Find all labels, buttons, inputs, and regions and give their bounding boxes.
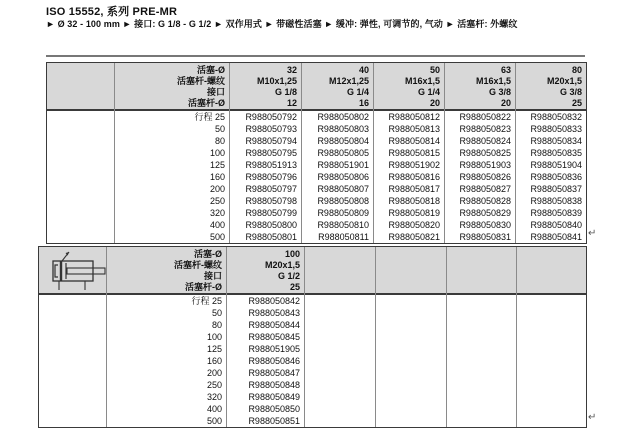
part-number: R988050848	[248, 380, 300, 390]
part-number: R988050793	[245, 124, 297, 134]
empty-column	[446, 247, 516, 427]
body-cell	[376, 295, 446, 427]
part-number: R988050849	[248, 392, 300, 402]
stroke-label: 400	[206, 404, 222, 414]
body-cell	[447, 295, 516, 427]
part-number: R988050836	[530, 172, 582, 182]
part-number: R988050833	[530, 124, 582, 134]
part-number: R988050813	[388, 124, 440, 134]
header-cell	[227, 247, 304, 295]
part-number: R988050820	[388, 220, 440, 230]
spec-value: 80	[571, 65, 582, 75]
stroke-label: 320	[209, 208, 225, 218]
header-cell	[516, 63, 586, 111]
part-number: R988050798	[245, 196, 297, 206]
part-number: R988050835	[530, 148, 582, 158]
spec-value: 100	[284, 249, 300, 259]
part-number: R988050797	[245, 184, 297, 194]
data-column	[444, 63, 515, 243]
body-cell	[107, 295, 226, 427]
spec-value: 16	[358, 98, 369, 108]
spec-value: G 3/8	[488, 87, 511, 97]
part-number: R988050846	[248, 356, 300, 366]
part-number: R988050838	[530, 196, 582, 206]
part-number: R988050807	[317, 184, 369, 194]
part-number: R988050834	[530, 136, 582, 146]
body-cell	[374, 111, 444, 243]
part-number: R988050840	[530, 220, 582, 230]
spec-value: G 3/8	[559, 87, 582, 97]
part-number: R988050847	[248, 368, 300, 378]
stroke-column	[114, 63, 229, 243]
spec-value: G 1/8	[274, 87, 297, 97]
spec-value: 25	[571, 98, 582, 108]
part-number: R988050809	[317, 208, 369, 218]
spec-value: G 1/4	[346, 87, 369, 97]
return-mark: ↵	[588, 412, 597, 423]
part-number: R988051903	[459, 160, 511, 170]
part-number: R988050804	[317, 136, 369, 146]
part-number: R988050821	[388, 232, 440, 242]
spec-value: G 1/2	[277, 271, 300, 281]
stroke-label: 125	[206, 344, 222, 354]
part-number: R988050799	[245, 208, 297, 218]
body-cell	[39, 295, 106, 427]
part-number: R988050816	[388, 172, 440, 182]
part-number: R988050851	[248, 416, 300, 426]
part-number: R988050795	[245, 148, 297, 158]
spec-value: M10x1,25	[256, 76, 297, 86]
stroke-label: 125	[209, 160, 225, 170]
header-cell	[107, 247, 226, 295]
cylinder-schematic-icon	[43, 249, 109, 295]
stroke-label: 50	[214, 124, 225, 134]
horizontal-rule	[46, 55, 585, 57]
part-number: R988050842	[248, 296, 300, 306]
stroke-label: 100	[209, 148, 225, 158]
header-cell	[305, 247, 375, 295]
part-number: R988051902	[388, 160, 440, 170]
spec-label: 活塞杆-Ø	[185, 282, 222, 292]
part-number: R988050811	[318, 232, 369, 242]
spec-table-bore-32-80	[46, 62, 587, 244]
part-number: R988050803	[317, 124, 369, 134]
body-cell	[230, 111, 301, 243]
part-number: R988050829	[459, 208, 511, 218]
spec-label: 活塞杆-Ø	[188, 98, 225, 108]
part-number: R988050831	[459, 232, 511, 242]
stroke-label: 100	[206, 332, 222, 342]
stroke-label: 160	[209, 172, 225, 182]
stroke-label: 400	[209, 220, 225, 230]
spec-value: 63	[500, 65, 511, 75]
part-number: R988050808	[317, 196, 369, 206]
part-number: R988050824	[459, 136, 511, 146]
spec-label: 活塞-Ø	[197, 65, 225, 75]
stroke-label: 160	[206, 356, 222, 366]
body-cell	[115, 111, 229, 243]
part-number: R988050828	[459, 196, 511, 206]
spec-value: 50	[429, 65, 440, 75]
body-cell	[305, 295, 375, 427]
part-number: R988050832	[530, 112, 582, 122]
part-number: R988050815	[388, 148, 440, 158]
part-number: R988050812	[388, 112, 440, 122]
part-number: R988050796	[245, 172, 297, 182]
stroke-label: 50	[211, 308, 222, 318]
part-number: R988050794	[245, 136, 297, 146]
data-column	[229, 63, 301, 243]
data-column	[226, 247, 304, 427]
empty-column	[304, 247, 375, 427]
part-number: R988050814	[388, 136, 440, 146]
part-number: R988050826	[459, 172, 511, 182]
spec-value: M16x1,5	[475, 76, 511, 86]
part-number: R988050845	[248, 332, 300, 342]
stroke-label: 行程 25	[194, 112, 225, 122]
spec-value: 25	[289, 282, 300, 292]
data-column	[515, 63, 586, 243]
spec-label: 接口	[206, 87, 225, 97]
spec-value: 32	[286, 65, 297, 75]
part-number: R988050792	[245, 112, 297, 122]
header-cell	[47, 63, 114, 111]
part-number: R988050802	[317, 112, 369, 122]
part-number: R988051905	[248, 344, 300, 354]
spec-value: 40	[358, 65, 369, 75]
part-number: R988050806	[317, 172, 369, 182]
stroke-label: 250	[209, 196, 225, 206]
header-cell	[230, 63, 301, 111]
stroke-label: 500	[209, 232, 225, 242]
empty-column	[375, 247, 446, 427]
stroke-label: 行程 25	[191, 296, 222, 306]
part-number: R988050818	[388, 196, 440, 206]
body-cell	[445, 111, 515, 243]
spec-table-bore-100	[38, 246, 587, 428]
spec-label: 活塞-Ø	[194, 249, 222, 259]
spec-value: M20x1,5	[264, 260, 300, 270]
part-number: R988050844	[248, 320, 300, 330]
header-cell	[445, 63, 515, 111]
data-column	[301, 63, 373, 243]
return-mark: ↵	[588, 228, 597, 239]
body-cell	[227, 295, 304, 427]
part-number: R988050805	[317, 148, 369, 158]
stroke-label: 200	[206, 368, 222, 378]
spec-value: 20	[429, 98, 440, 108]
part-number: R988051913	[245, 160, 297, 170]
spec-label: 活塞杆-螺纹	[174, 260, 222, 270]
part-number: R988050827	[459, 184, 511, 194]
part-number: R988050810	[317, 220, 369, 230]
header-cell	[115, 63, 229, 111]
part-number: R988050843	[248, 308, 300, 318]
header-cell	[374, 63, 444, 111]
part-number: R988051904	[530, 160, 582, 170]
stroke-label: 320	[206, 392, 222, 402]
part-number: R988050800	[245, 220, 297, 230]
stroke-label: 250	[206, 380, 222, 390]
body-cell	[302, 111, 373, 243]
spec-label: 活塞杆-螺纹	[177, 76, 225, 86]
stroke-label: 80	[214, 136, 225, 146]
part-number: R988050841	[530, 232, 582, 242]
part-number: R988050822	[459, 112, 511, 122]
stroke-label: 80	[211, 320, 222, 330]
stroke-column	[106, 247, 226, 427]
part-number: R988050837	[530, 184, 582, 194]
page-subtitle: ► Ø 32 - 100 mm ► 接口: G 1/8 - G 1/2 ► 双作用式 ► 带磁性活塞 ► 缓冲: 弹性, 可调节的, 气动 ► 活塞杆: 外螺纹	[46, 19, 518, 29]
spec-value: M16x1,5	[404, 76, 440, 86]
part-number: R988050823	[459, 124, 511, 134]
body-cell	[517, 295, 586, 427]
header-cell	[376, 247, 446, 295]
part-number: R988050830	[459, 220, 511, 230]
spec-value: G 1/4	[417, 87, 440, 97]
spec-label: 接口	[203, 271, 222, 281]
empty-column	[516, 247, 586, 427]
part-number: R988050819	[388, 208, 440, 218]
part-number: R988051901	[317, 160, 369, 170]
header-cell	[517, 247, 586, 295]
body-cell	[47, 111, 114, 243]
body-cell	[516, 111, 586, 243]
header-cell	[447, 247, 516, 295]
part-number: R988050850	[248, 404, 300, 414]
stroke-label: 200	[209, 184, 225, 194]
header-cell	[302, 63, 373, 111]
stroke-label: 500	[206, 416, 222, 426]
spec-value: 12	[286, 98, 297, 108]
data-column	[373, 63, 444, 243]
part-number: R988050817	[388, 184, 440, 194]
spec-value: M20x1,5	[546, 76, 582, 86]
page-title: ISO 15552, 系列 PRE-MR	[46, 6, 178, 18]
image-column	[47, 63, 114, 243]
spec-value: 20	[500, 98, 511, 108]
spec-value: M12x1,25	[328, 76, 369, 86]
part-number: R988050825	[459, 148, 511, 158]
part-number: R988050839	[530, 208, 582, 218]
part-number: R988050801	[245, 232, 297, 242]
